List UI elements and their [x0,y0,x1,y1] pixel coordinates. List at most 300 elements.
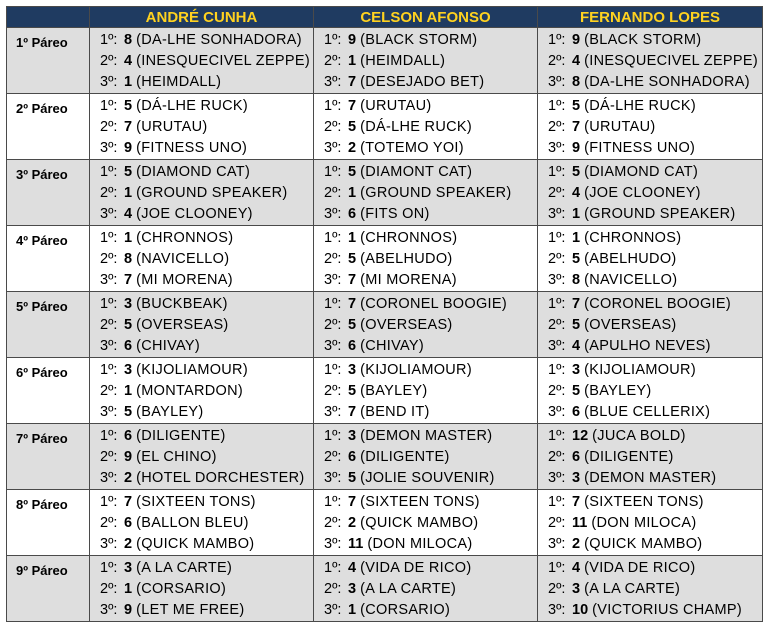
horse-name: (APULHO NEVES) [584,338,711,354]
pick-line [548,30,762,51]
finish-position: 1º: [100,362,118,378]
finish-position: 3º: [548,404,566,420]
horse-number: 7 [348,74,357,90]
horse-name: (URUTAU) [584,119,656,135]
horse-number: 2 [124,536,133,552]
finish-position: 1º: [100,164,118,180]
horse-name: (BLACK STORM) [360,32,478,48]
horse-number: 5 [124,317,133,333]
horse-number: 9 [348,32,357,48]
pick-line [100,492,313,513]
finish-position: 3º: [100,74,118,90]
horse-number: 11 [572,515,588,531]
pick-line [100,534,313,555]
finish-position: 3º: [548,602,566,618]
tipster-picks-cell [538,28,763,94]
tipster-picks-cell [314,226,538,292]
finish-position: 2º: [548,53,566,69]
finish-position: 2º: [548,251,566,267]
horse-name: (BLUE CELLERIX) [584,404,711,420]
horse-name: (CHIVAY) [360,338,424,354]
pick-line [324,534,537,555]
race-row [7,358,763,424]
pick-line [548,270,762,291]
pick-line [324,315,537,336]
header-tipster-2: CELSON AFONSO [314,7,538,28]
pick-line [100,315,313,336]
pick-line [100,513,313,534]
pick-line [548,51,762,72]
finish-position: 1º: [100,296,118,312]
horse-number: 3 [348,428,357,444]
horse-name: (DILIGENTE) [584,449,674,465]
finish-position: 2º: [100,251,118,267]
race-row [7,556,763,622]
finish-position: 1º: [324,230,342,246]
pick-line [548,138,762,159]
race-label: 1º Páreo [7,28,90,94]
race-label: 8º Páreo [7,490,90,556]
pick-line [100,51,313,72]
finish-position: 1º: [548,494,566,510]
horse-number: 4 [124,206,133,222]
horse-name: (URUTAU) [360,98,432,114]
horse-name: (DON MILOCA) [591,515,697,531]
header-row [7,7,763,28]
horse-name: (OVERSEAS) [584,317,677,333]
race-row [7,424,763,490]
finish-position: 2º: [548,185,566,201]
tipster-picks-cell [538,226,763,292]
horse-name: (JOE CLOONEY) [136,206,253,222]
pick-line [324,51,537,72]
horse-number: 1 [572,206,581,222]
horse-number: 9 [124,602,133,618]
horse-number: 9 [124,140,133,156]
finish-position: 3º: [548,272,566,288]
tipster-picks-cell [90,28,314,94]
tipster-picks-cell [90,490,314,556]
tipster-picks-cell [538,94,763,160]
horse-name: (GROUND SPEAKER) [584,206,736,222]
finish-position: 2º: [324,581,342,597]
pick-line [548,558,762,579]
picks-table-container [6,6,763,622]
pick-line [324,72,537,93]
finish-position: 2º: [548,317,566,333]
pick-line [100,249,313,270]
horse-name: (DILIGENTE) [360,449,450,465]
finish-position: 2º: [324,383,342,399]
tipster-picks-cell [90,424,314,490]
horse-number: 3 [348,581,357,597]
pick-line [100,183,313,204]
horse-name: (DÁ-LHE RUCK) [136,98,248,114]
tipster-picks-cell [90,292,314,358]
finish-position: 2º: [100,185,118,201]
pick-line [324,336,537,357]
finish-position: 2º: [100,383,118,399]
pick-line [100,579,313,600]
finish-position: 3º: [324,272,342,288]
horse-name: (MI MORENA) [136,272,233,288]
horse-number: 5 [124,164,133,180]
horse-name: (GROUND SPEAKER) [360,185,512,201]
horse-name: (DA-LHE SONHADORA) [584,74,750,90]
pick-line [548,72,762,93]
horse-name: (CORSARIO) [136,581,227,597]
race-row [7,28,763,94]
pick-line [548,360,762,381]
horse-number: 6 [348,206,357,222]
horse-number: 9 [572,140,581,156]
horse-name: (NAVICELLO) [136,251,230,267]
finish-position: 2º: [324,185,342,201]
finish-position: 2º: [324,53,342,69]
horse-number: 7 [348,272,357,288]
finish-position: 2º: [324,251,342,267]
horse-name: (A LA CARTE) [360,581,457,597]
horse-number: 4 [124,53,133,69]
horse-number: 5 [124,98,133,114]
horse-name: (VICTORIUS CHAMP) [592,602,743,618]
pick-line [100,204,313,225]
pick-line [548,426,762,447]
pick-line [324,402,537,423]
horse-number: 7 [572,119,581,135]
finish-position: 3º: [548,338,566,354]
pick-line [100,228,313,249]
horse-name: (KIJOLIAMOUR) [360,362,472,378]
finish-position: 1º: [324,428,342,444]
horse-name: (HEIMDALL) [136,74,222,90]
finish-position: 3º: [548,470,566,486]
horse-name: (BAYLEY) [360,383,428,399]
pick-line [548,228,762,249]
horse-name: (TOTEMO YOI) [360,140,464,156]
horse-name: (DA-LHE SONHADORA) [136,32,302,48]
horse-number: 7 [348,494,357,510]
pick-line [100,558,313,579]
pick-line [548,117,762,138]
horse-name: (HEIMDALL) [360,53,446,69]
tipster-picks-cell [538,490,763,556]
finish-position: 1º: [100,230,118,246]
finish-position: 2º: [548,581,566,597]
horse-name: (BALLON BLEU) [136,515,249,531]
horse-number: 8 [124,32,133,48]
horse-name: (ABELHUDO) [360,251,453,267]
horse-name: (VIDA DE RICO) [584,560,696,576]
horse-number: 4 [572,185,581,201]
finish-position: 2º: [548,449,566,465]
pick-line [548,381,762,402]
horse-number: 5 [348,251,357,267]
horse-number: 7 [572,296,581,312]
finish-position: 3º: [548,206,566,222]
pick-line [324,600,537,621]
horse-number: 1 [348,230,357,246]
horse-number: 1 [124,230,133,246]
pick-line [548,447,762,468]
horse-number: 1 [572,230,581,246]
pick-line [100,426,313,447]
horse-name: (HOTEL DORCHESTER) [136,470,305,486]
finish-position: 1º: [324,98,342,114]
horse-name: (DESEJADO BET) [360,74,485,90]
pick-line [548,162,762,183]
pick-line [100,402,313,423]
finish-position: 3º: [100,536,118,552]
horse-number: 6 [572,404,581,420]
pick-line [100,96,313,117]
horse-number: 1 [348,602,357,618]
tipster-picks-cell [314,94,538,160]
horse-number: 10 [572,602,589,618]
horse-number: 9 [124,449,133,465]
horse-name: (EL CHINO) [136,449,217,465]
finish-position: 3º: [100,338,118,354]
finish-position: 2º: [100,449,118,465]
finish-position: 1º: [324,296,342,312]
horse-name: (SIXTEEN TONS) [136,494,256,510]
race-label: 6º Páreo [7,358,90,424]
pick-line [100,117,313,138]
horse-name: (FITS ON) [360,206,430,222]
horse-name: (FITNESS UNO) [584,140,696,156]
finish-position: 3º: [100,140,118,156]
race-label: 3º Páreo [7,160,90,226]
finish-position: 3º: [548,74,566,90]
horse-number: 1 [124,185,133,201]
finish-position: 3º: [324,338,342,354]
horse-number: 11 [348,536,364,552]
horse-name: (DON MILOCA) [367,536,473,552]
horse-number: 5 [572,317,581,333]
horse-number: 7 [124,119,133,135]
horse-name: (VIDA DE RICO) [360,560,472,576]
finish-position: 3º: [324,206,342,222]
pick-line [324,513,537,534]
horse-name: (DIAMOND CAT) [584,164,699,180]
finish-position: 3º: [324,140,342,156]
horse-number: 6 [348,449,357,465]
finish-position: 2º: [324,317,342,333]
horse-number: 3 [124,362,133,378]
header-tipster-3: FERNANDO LOPES [538,7,763,28]
race-row [7,226,763,292]
tipster-picks-cell [90,226,314,292]
pick-line [100,30,313,51]
horse-number: 9 [572,32,581,48]
race-row [7,292,763,358]
finish-position: 2º: [100,581,118,597]
finish-position: 3º: [324,602,342,618]
finish-position: 3º: [100,602,118,618]
tipster-picks-cell [90,160,314,226]
pick-line [324,162,537,183]
horse-name: (CHRONNOS) [136,230,234,246]
pick-line [548,600,762,621]
horse-number: 3 [572,362,581,378]
horse-number: 8 [572,272,581,288]
horse-number: 2 [572,536,581,552]
horse-number: 5 [124,404,133,420]
header-corner-cell [7,7,90,28]
horse-number: 6 [124,428,133,444]
pick-line [324,492,537,513]
horse-number: 12 [572,428,589,444]
horse-name: (CORSARIO) [360,602,451,618]
finish-position: 1º: [548,428,566,444]
finish-position: 2º: [100,119,118,135]
tipster-picks-cell [538,292,763,358]
horse-name: (DEMON MASTER) [584,470,717,486]
horse-number: 5 [348,317,357,333]
pick-line [548,96,762,117]
horse-number: 7 [124,272,133,288]
horse-number: 7 [348,296,357,312]
pick-line [324,360,537,381]
horse-name: (BEND IT) [360,404,430,420]
horse-number: 5 [572,251,581,267]
pick-line [324,579,537,600]
horse-name: (MI MORENA) [360,272,457,288]
race-row [7,94,763,160]
horse-name: (BUCKBEAK) [136,296,228,312]
finish-position: 1º: [548,560,566,576]
horse-name: (BAYLEY) [136,404,204,420]
finish-position: 2º: [100,317,118,333]
horse-number: 5 [572,383,581,399]
pick-line [548,513,762,534]
pick-line [324,381,537,402]
finish-position: 3º: [324,470,342,486]
finish-position: 3º: [100,404,118,420]
horse-name: (CORONEL BOOGIE) [584,296,731,312]
horse-name: (DILIGENTE) [136,428,226,444]
horse-name: (CORONEL BOOGIE) [360,296,507,312]
finish-position: 1º: [324,494,342,510]
tips-table [6,6,763,622]
pick-line [324,270,537,291]
horse-number: 3 [572,581,581,597]
pick-line [324,138,537,159]
horse-name: (URUTAU) [136,119,208,135]
horse-number: 2 [348,515,357,531]
pick-line [100,447,313,468]
pick-line [100,294,313,315]
pick-line [324,294,537,315]
pick-line [324,204,537,225]
finish-position: 2º: [548,119,566,135]
horse-number: 3 [124,560,133,576]
horse-name: (SIXTEEN TONS) [584,494,704,510]
horse-name: (KIJOLIAMOUR) [136,362,248,378]
horse-number: 7 [348,98,357,114]
finish-position: 3º: [548,536,566,552]
horse-number: 6 [124,515,133,531]
horse-number: 5 [572,98,581,114]
race-label: 5º Páreo [7,292,90,358]
horse-number: 7 [348,404,357,420]
horse-name: (GROUND SPEAKER) [136,185,288,201]
pick-line [324,426,537,447]
tipster-picks-cell [538,424,763,490]
pick-line [324,96,537,117]
tipster-picks-cell [314,292,538,358]
finish-position: 3º: [100,470,118,486]
race-label: 9º Páreo [7,556,90,622]
pick-line [100,270,313,291]
horse-name: (JUCA BOLD) [592,428,686,444]
horse-number: 8 [572,74,581,90]
horse-number: 2 [348,140,357,156]
horse-name: (KIJOLIAMOUR) [584,362,696,378]
pick-line [548,492,762,513]
horse-name: (MONTARDON) [136,383,244,399]
tipster-picks-cell [90,358,314,424]
horse-number: 5 [572,164,581,180]
finish-position: 1º: [100,98,118,114]
finish-position: 2º: [324,449,342,465]
horse-number: 2 [124,470,133,486]
horse-number: 1 [124,74,133,90]
horse-name: (BAYLEY) [584,383,652,399]
finish-position: 1º: [548,164,566,180]
pick-line [324,558,537,579]
tipster-picks-cell [90,94,314,160]
horse-name: (CHRONNOS) [360,230,458,246]
horse-name: (CHRONNOS) [584,230,682,246]
finish-position: 3º: [324,404,342,420]
race-label: 2º Páreo [7,94,90,160]
horse-number: 6 [348,338,357,354]
pick-line [548,204,762,225]
pick-line [100,600,313,621]
finish-position: 2º: [100,515,118,531]
horse-name: (OVERSEAS) [136,317,229,333]
horse-name: (BLACK STORM) [584,32,702,48]
pick-line [324,447,537,468]
finish-position: 1º: [548,32,566,48]
finish-position: 3º: [100,206,118,222]
pick-line [548,183,762,204]
finish-position: 2º: [548,515,566,531]
pick-line [100,162,313,183]
horse-number: 7 [124,494,133,510]
horse-number: 6 [124,338,133,354]
horse-name: (DIAMOND CAT) [136,164,251,180]
race-row [7,160,763,226]
pick-line [548,579,762,600]
tipster-picks-cell [90,556,314,622]
finish-position: 3º: [324,74,342,90]
horse-number: 3 [348,362,357,378]
horse-number: 4 [572,560,581,576]
finish-position: 1º: [100,32,118,48]
tipster-picks-cell [314,556,538,622]
race-label: 7º Páreo [7,424,90,490]
horse-name: (DÁ-LHE RUCK) [360,119,472,135]
horse-number: 1 [124,581,133,597]
finish-position: 1º: [100,428,118,444]
finish-position: 2º: [324,119,342,135]
tipster-picks-cell [538,160,763,226]
pick-line [100,336,313,357]
pick-line [100,381,313,402]
finish-position: 1º: [324,362,342,378]
